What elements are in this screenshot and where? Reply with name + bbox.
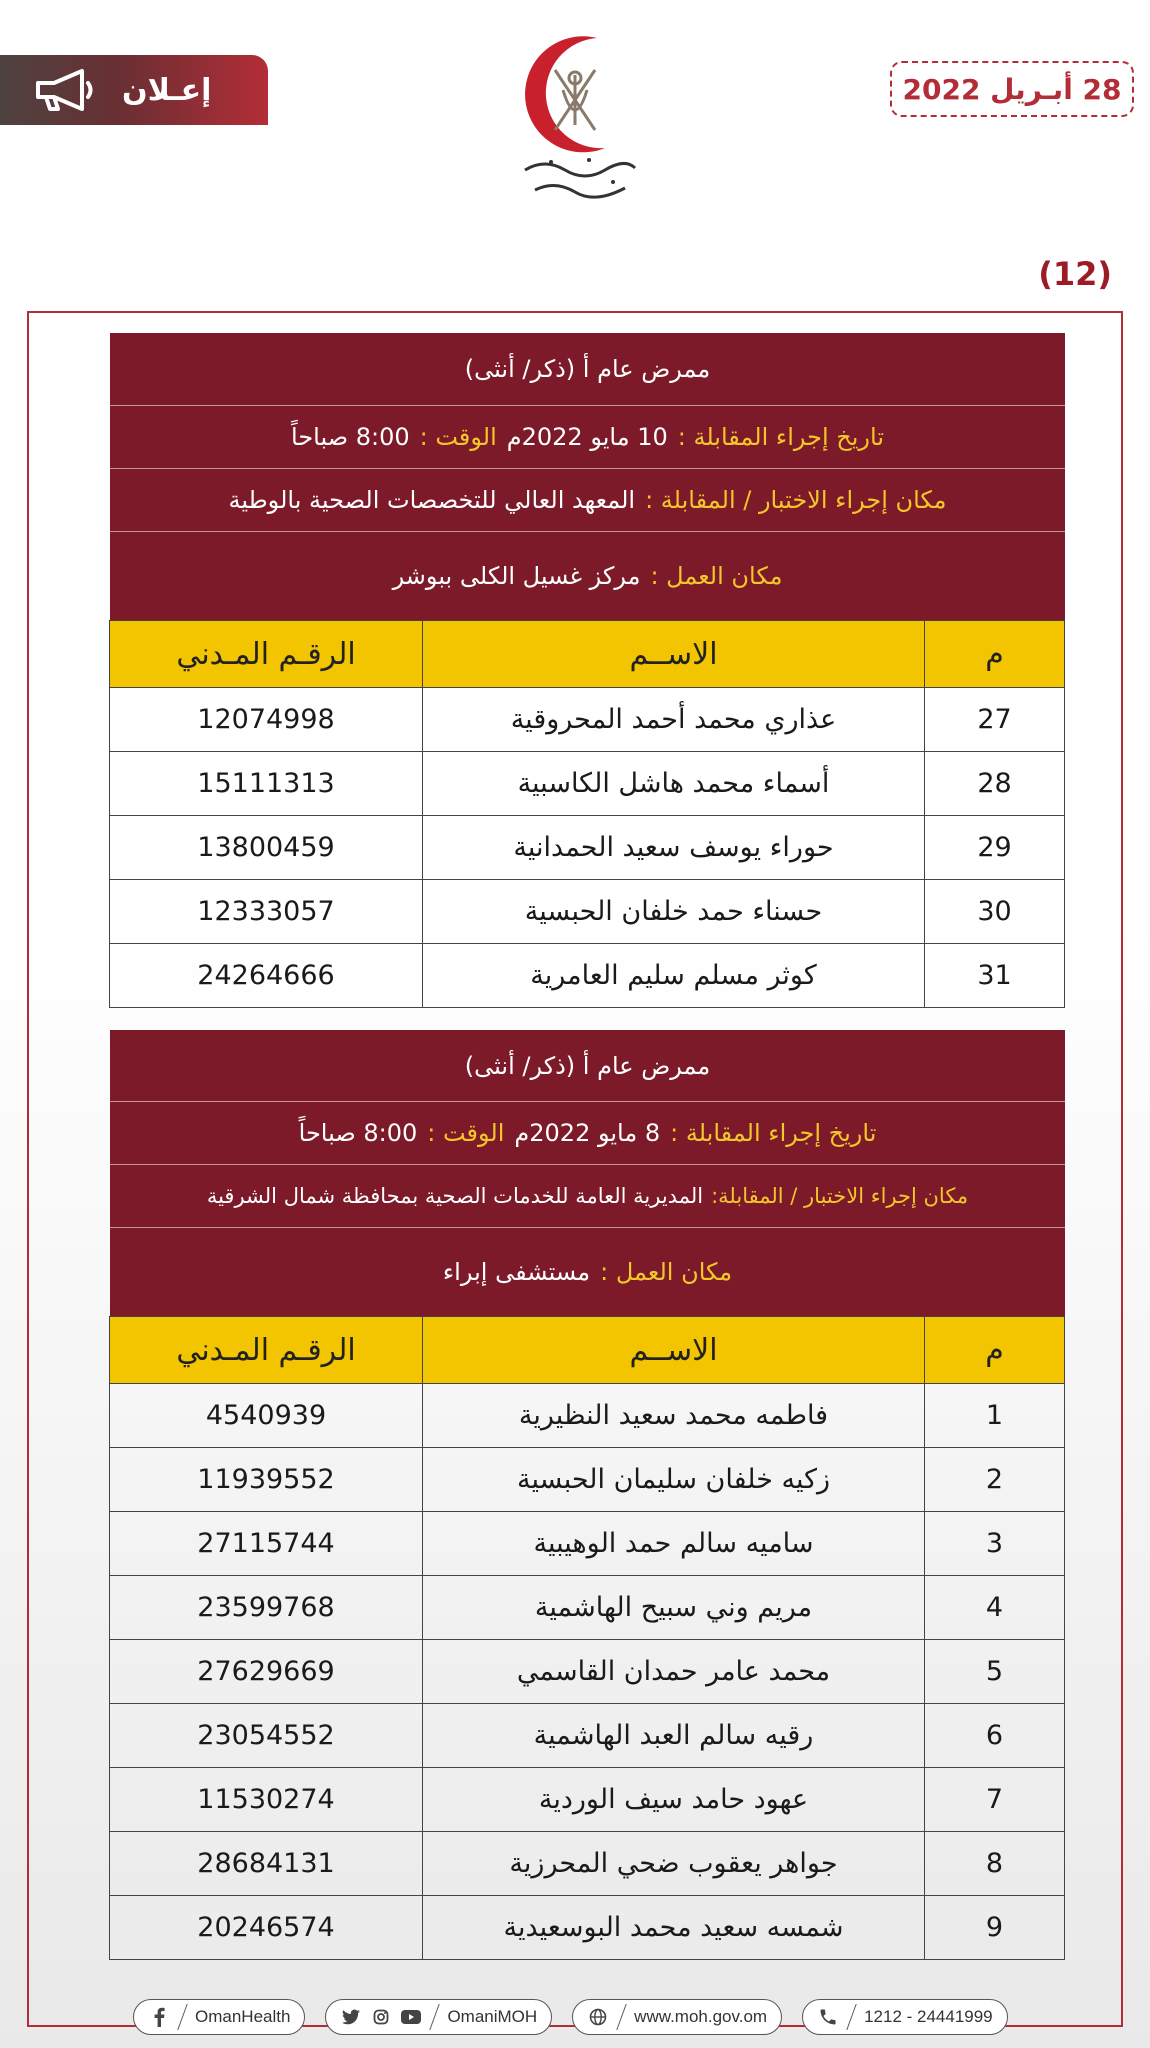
interview-time-value: 8:00 صباحاً <box>298 1119 418 1147</box>
row-number: 4 <box>925 1576 1065 1640</box>
table-row <box>110 944 1065 1008</box>
row-name: عذاري محمد أحمد المحروقية <box>423 688 925 752</box>
table-row <box>110 1640 1065 1704</box>
column-header-civil-id: الرقـم المـدني <box>110 621 423 688</box>
row-name: حسناء حمد خلفان الحبسية <box>423 880 925 944</box>
row-name: حوراء يوسف سعيد الحمدانية <box>423 816 925 880</box>
table-row <box>110 1832 1065 1896</box>
facebook-handle: OmanHealth <box>195 2007 291 2026</box>
column-header-name: الاســم <box>423 621 925 688</box>
row-name: رقيه سالم العبد الهاشمية <box>423 1704 925 1768</box>
row-number: 29 <box>925 816 1065 880</box>
row-name: أسماء محمد هاشل الكاسبية <box>423 752 925 816</box>
section-header <box>110 333 1065 620</box>
row-civil-id: 27115744 <box>110 1512 423 1576</box>
phone-contact[interactable] <box>802 1999 1008 2035</box>
column-header-name: الاســم <box>423 1317 925 1384</box>
row-civil-id: 12074998 <box>110 688 423 752</box>
interview-date-value: 10 مايو 2022م <box>506 423 668 451</box>
candidates-table <box>109 1316 1065 1960</box>
row-number: 2 <box>925 1448 1065 1512</box>
interview-date-value: 8 مايو 2022م <box>514 1119 661 1147</box>
row-number: 27 <box>925 688 1065 752</box>
workplace-value: مركز غسيل الكلى ببوشر <box>392 562 641 590</box>
row-civil-id: 4540939 <box>110 1384 423 1448</box>
row-number: 7 <box>925 1768 1065 1832</box>
table-row <box>110 1704 1065 1768</box>
row-number: 5 <box>925 1640 1065 1704</box>
venue-label: مكان إجراء الاختبار / المقابلة : <box>645 486 947 514</box>
table-row <box>110 816 1065 880</box>
row-civil-id: 24264666 <box>110 944 423 1008</box>
table-row <box>110 1576 1065 1640</box>
row-civil-id: 13800459 <box>110 816 423 880</box>
column-header-number: م <box>925 621 1065 688</box>
workplace-row <box>110 1228 1065 1316</box>
table-row <box>110 752 1065 816</box>
facebook-icon <box>148 2006 170 2028</box>
row-civil-id: 11530274 <box>110 1768 423 1832</box>
table-header-row <box>110 621 1065 688</box>
column-header-civil-id: الرقـم المـدني <box>110 1317 423 1384</box>
social-handle: OmaniMOH <box>447 2007 538 2026</box>
interview-date-label: تاريخ إجراء المقابلة : <box>670 1119 877 1147</box>
announcement-label: إعـلان <box>122 72 212 108</box>
interview-date-row <box>110 1102 1065 1165</box>
row-number: 30 <box>925 880 1065 944</box>
table-row <box>110 1448 1065 1512</box>
candidates-table <box>109 620 1065 1008</box>
row-name: مريم وني سبيح الهاشمية <box>423 1576 925 1640</box>
table-row <box>110 1512 1065 1576</box>
table-row <box>110 1896 1065 1960</box>
venue-row <box>110 469 1065 532</box>
venue-row <box>110 1165 1065 1228</box>
section-header <box>110 1030 1065 1316</box>
interview-section-1 <box>110 333 1065 1008</box>
row-civil-id: 12333057 <box>110 880 423 944</box>
row-name: عهود حامد سيف الوردية <box>423 1768 925 1832</box>
facebook-link[interactable] <box>133 1999 305 2035</box>
date-badge: 28 أبـريل 2022 <box>890 61 1134 117</box>
venue-label: مكان إجراء الاختبار / المقابلة: <box>711 1184 969 1208</box>
globe-icon <box>587 2006 609 2028</box>
interview-date-label: تاريخ إجراء المقابلة : <box>677 423 884 451</box>
venue-value: المعهد العالي للتخصصات الصحية بالوطية <box>228 486 636 514</box>
table-row <box>110 1384 1065 1448</box>
row-civil-id: 23599768 <box>110 1576 423 1640</box>
row-civil-id: 27629669 <box>110 1640 423 1704</box>
row-name: فاطمه محمد سعيد النظيرية <box>423 1384 925 1448</box>
row-number: 9 <box>925 1896 1065 1960</box>
phone-number: 1212 - 24441999 <box>864 2007 993 2026</box>
interview-time-value: 8:00 صباحاً <box>291 423 410 451</box>
website-url: www.moh.gov.om <box>634 2007 768 2026</box>
row-name: كوثر مسلم سليم العامرية <box>423 944 925 1008</box>
table-row <box>110 1768 1065 1832</box>
row-name: ساميه سالم حمد الوهيبية <box>423 1512 925 1576</box>
twitter-icon <box>340 2006 362 2028</box>
interview-time-label: الوقت : <box>419 423 497 451</box>
row-number: 8 <box>925 1832 1065 1896</box>
row-name: جواهر يعقوب ضحي المحرزية <box>423 1832 925 1896</box>
row-name: محمد عامر حمدان القاسمي <box>423 1640 925 1704</box>
row-civil-id: 28684131 <box>110 1832 423 1896</box>
website-link[interactable] <box>572 1999 782 2035</box>
instagram-icon <box>370 2006 392 2028</box>
row-name: زكيه خلفان سليمان الحبسية <box>423 1448 925 1512</box>
row-number: 1 <box>925 1384 1065 1448</box>
job-title-row <box>110 1030 1065 1102</box>
phone-icon <box>817 2006 839 2028</box>
job-title: ممرض عام أ (ذكر/ أنثى) <box>464 1051 711 1080</box>
interview-date-row <box>110 406 1065 469</box>
table-row <box>110 880 1065 944</box>
social-links[interactable] <box>325 1999 552 2035</box>
table-row <box>110 688 1065 752</box>
job-title: ممرض عام أ (ذكر/ أنثى) <box>464 355 711 383</box>
job-title-row <box>110 333 1065 406</box>
footer-contacts <box>133 1999 1017 2035</box>
page-number: (12) <box>1038 255 1112 293</box>
venue-value: المديرية العامة للخدمات الصحية بمحافظة شمال الشرقية <box>206 1184 704 1208</box>
interview-time-label: الوقت : <box>427 1119 505 1147</box>
column-header-number: م <box>925 1317 1065 1384</box>
row-civil-id: 20246574 <box>110 1896 423 1960</box>
row-number: 3 <box>925 1512 1065 1576</box>
workplace-row <box>110 532 1065 620</box>
interview-section-2 <box>110 1030 1065 1960</box>
workplace-label: مكان العمل : <box>650 562 783 590</box>
workplace-label: مكان العمل : <box>600 1258 733 1286</box>
row-number: 6 <box>925 1704 1065 1768</box>
row-civil-id: 23054552 <box>110 1704 423 1768</box>
row-number: 28 <box>925 752 1065 816</box>
youtube-icon <box>400 2006 422 2028</box>
row-civil-id: 11939552 <box>110 1448 423 1512</box>
row-name: شمسه سعيد محمد البوسعيدية <box>423 1896 925 1960</box>
row-number: 31 <box>925 944 1065 1008</box>
ministry-logo <box>485 30 665 230</box>
megaphone-icon <box>32 65 96 115</box>
workplace-value: مستشفى إبراء <box>442 1258 591 1286</box>
table-header-row <box>110 1317 1065 1384</box>
row-civil-id: 15111313 <box>110 752 423 816</box>
announcement-tag <box>0 55 268 125</box>
